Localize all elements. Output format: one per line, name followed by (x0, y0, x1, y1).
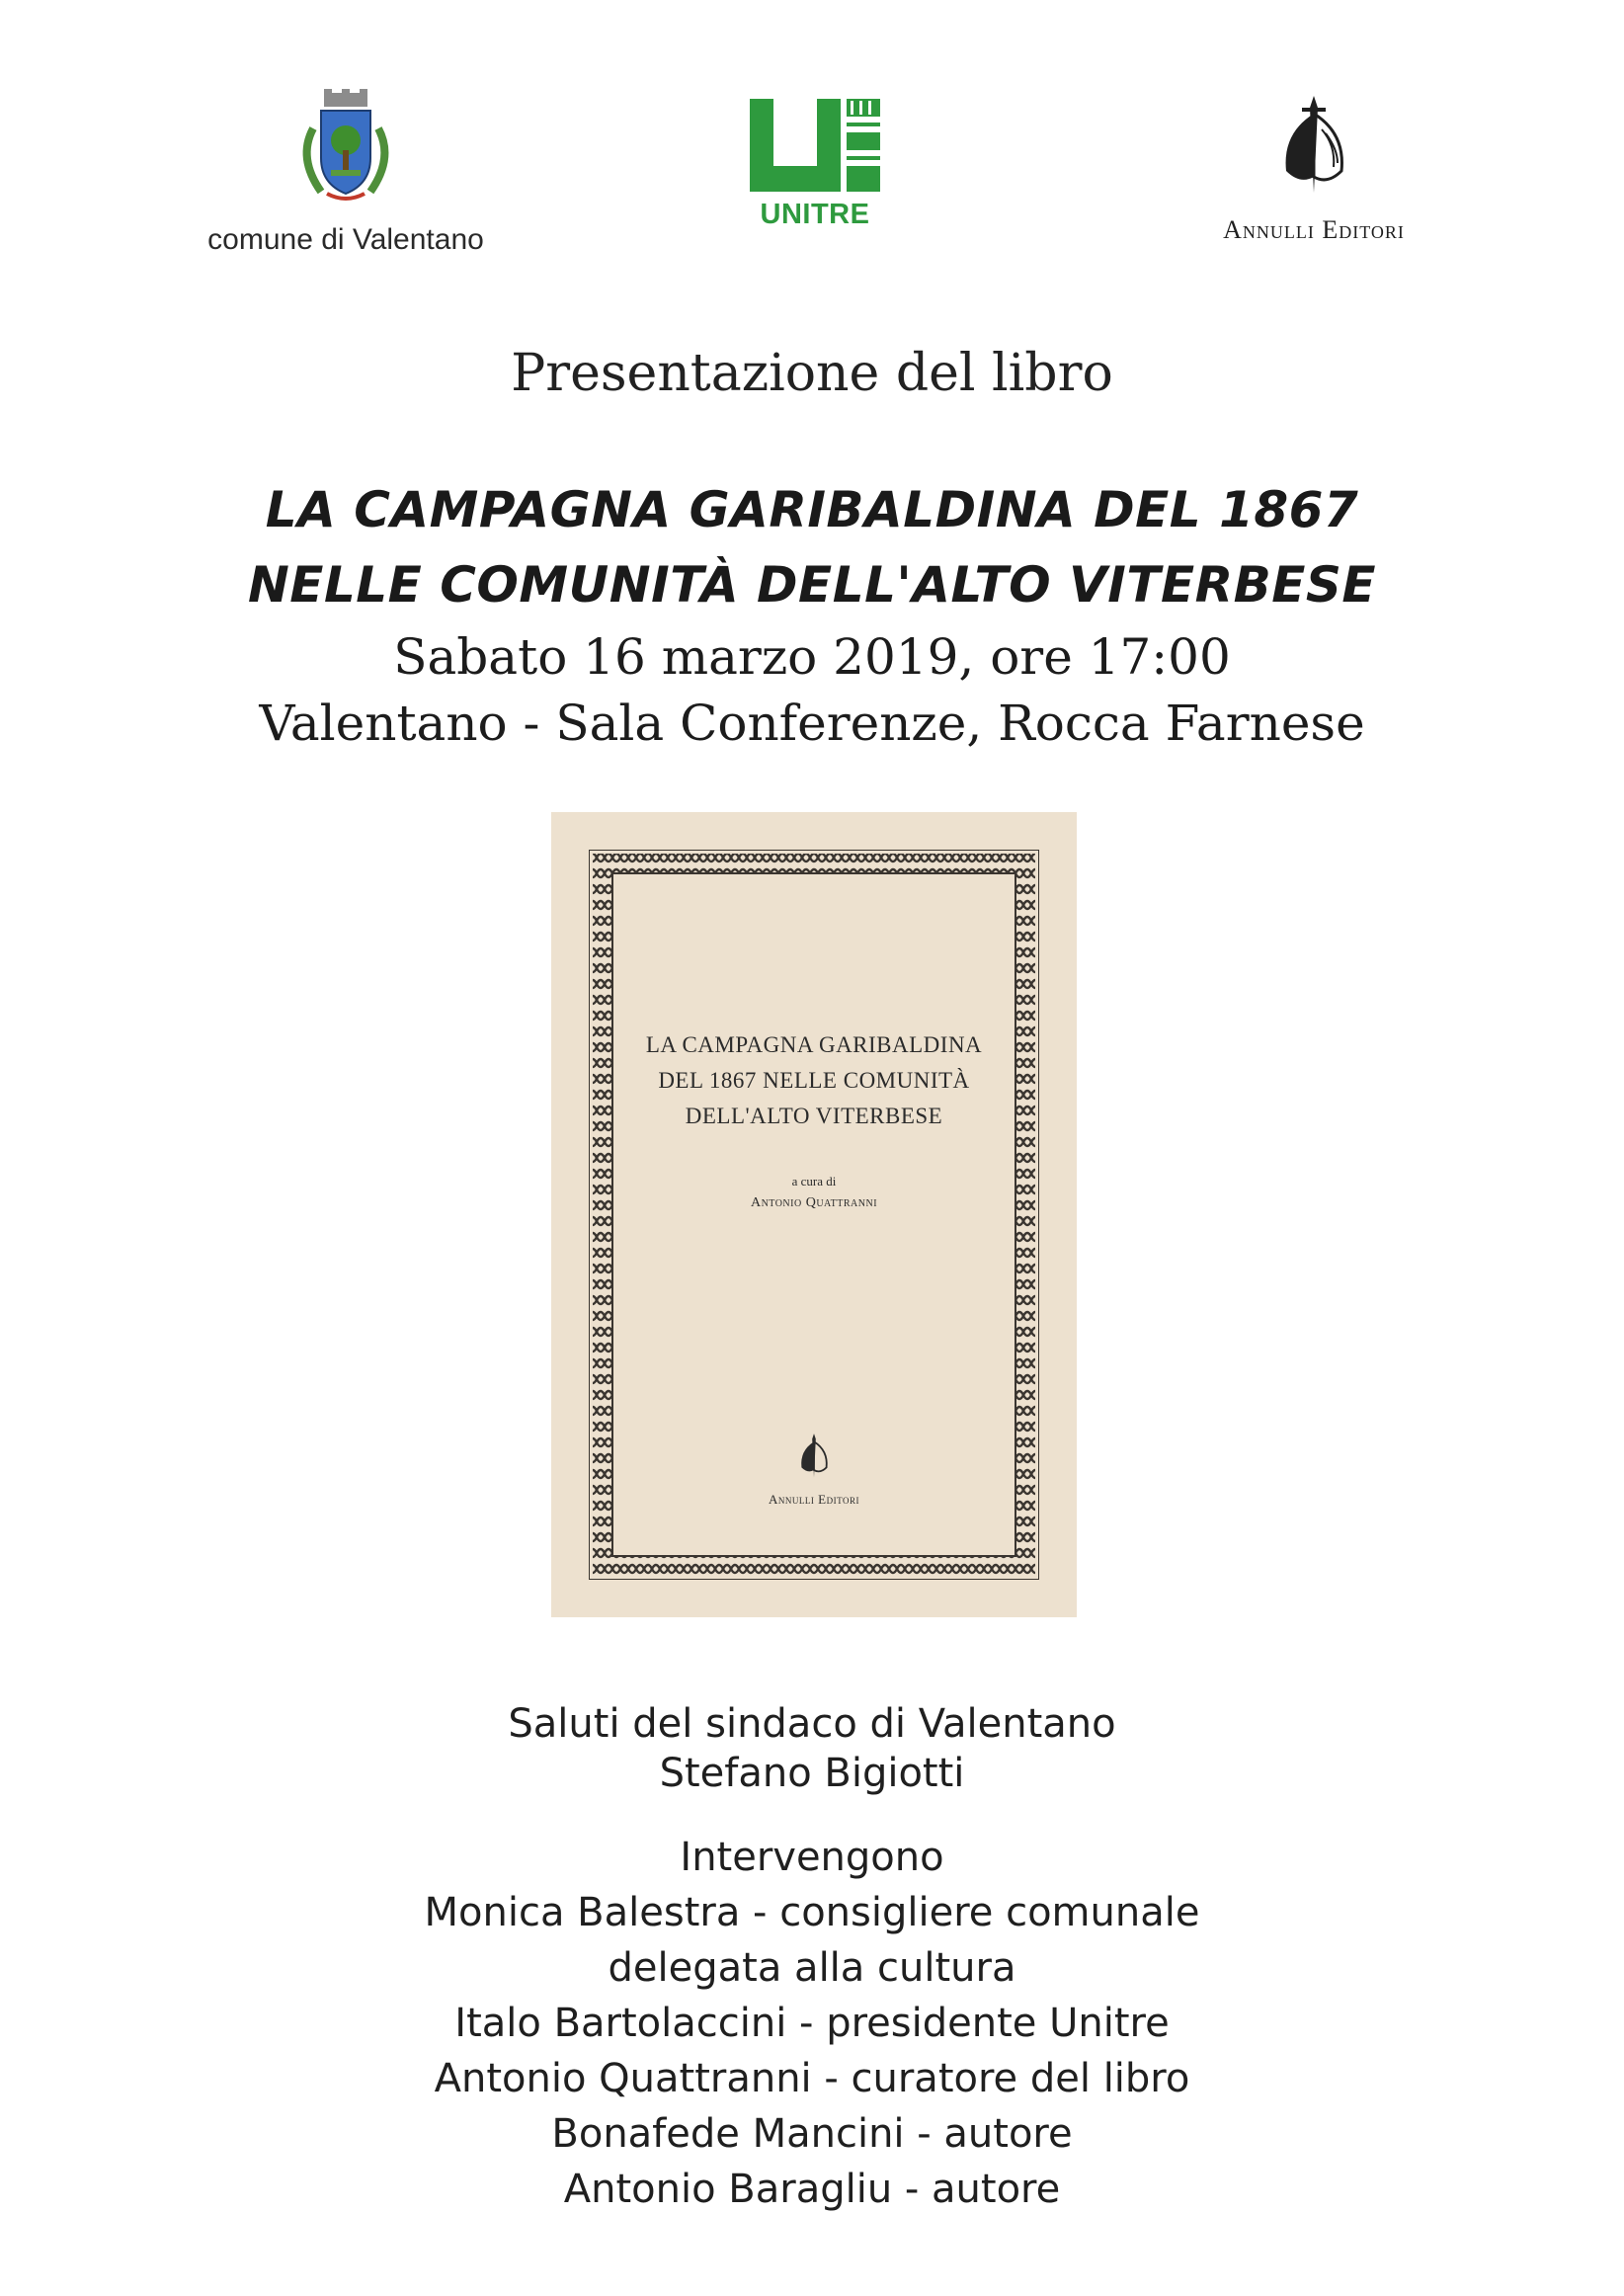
publisher-label: Annulli Editori (1223, 215, 1405, 244)
comune-logo (198, 89, 494, 267)
greetings-line-2: Stefano Bigiotti (659, 1751, 965, 1796)
intro-heading: Presentazione del libro (511, 344, 1113, 403)
event-date-time: Sabato 16 marzo 2019, ore 17:00 (393, 628, 1231, 686)
book-cover (551, 812, 1077, 1617)
cover-title-line-2: DEL 1867 NELLE COMUNITÀ (658, 1068, 970, 1093)
annulli-logo (1195, 94, 1432, 262)
comune-label: comune di Valentano (207, 223, 484, 256)
speaker-item: Bonafede Mancini - autore (551, 2111, 1073, 2157)
cover-edited-by: a cura di (791, 1174, 837, 1189)
speaker-item: Monica Balestra - consigliere comunale (424, 1890, 1200, 1935)
cover-publisher: Annulli Editori (769, 1492, 859, 1507)
speaker-item: Italo Bartolaccini - presidente Unitre (454, 2001, 1170, 2046)
cover-title-line-3: DELL'ALTO VITERBESE (685, 1104, 943, 1128)
coat-of-arms-icon (291, 89, 400, 207)
greetings-line-1: Saluti del sindaco di Valentano (508, 1701, 1116, 1747)
unitre-logo (746, 99, 884, 237)
speaker-item: Antonio Baragliu - autore (563, 2167, 1061, 2212)
speaker-item: Antonio Quattranni - curatore del libro (434, 2056, 1190, 2101)
cover-author: Antonio Quattranni (750, 1195, 878, 1210)
book-title (0, 472, 1624, 622)
speaker-item: delegata alla cultura (608, 1945, 1016, 1991)
book-title-line-2: NELLE COMUNITÀ DELL'ALTO VITERBESE (247, 556, 1377, 614)
event-place: Valentano - Sala Conferenze, Rocca Farnese (259, 695, 1365, 752)
book-title-line-1: LA CAMPAGNA GARIBALDINA DEL 1867 (265, 481, 1359, 538)
unitre-mark-icon (748, 99, 882, 194)
speakers-heading: Intervengono (680, 1835, 944, 1880)
cover-title (551, 1027, 1077, 1134)
speakers-list (0, 1830, 1624, 2217)
cover-title-line-1: LA CAMPAGNA GARIBALDINA (645, 1032, 983, 1057)
greetings (0, 1699, 1624, 1798)
cover-quill-icon (796, 1433, 832, 1482)
unitre-label: UNITRE (760, 199, 870, 230)
quill-emblem-icon (1274, 94, 1353, 203)
